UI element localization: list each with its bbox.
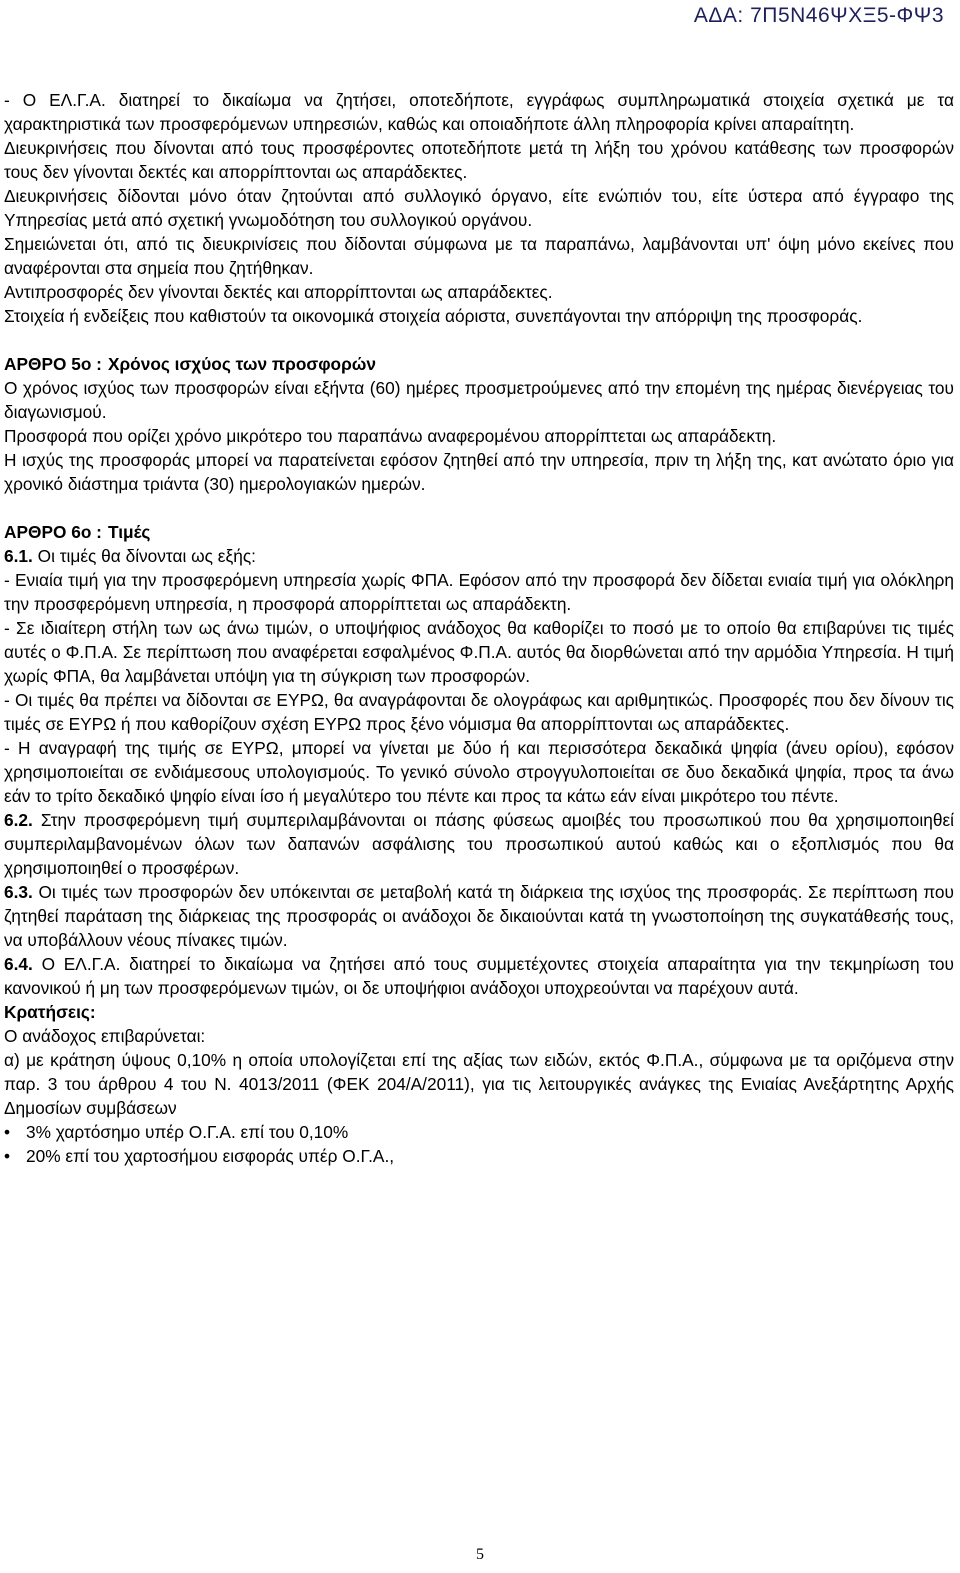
paragraph: Ο χρόνος ισχύος των προσφορών είναι εξήντα (60) ημέρες προσμετρούμενες από την επομένη της ημέρας διενέργειας του διαγωνισμού.: [4, 378, 954, 422]
article5-label: ΑΡΘΡΟ 5ο :: [4, 354, 102, 374]
section-number: 6.1.: [4, 546, 33, 566]
bullet-icon: •: [4, 1122, 11, 1142]
section-number: 6.4.: [4, 954, 33, 974]
bullet-item: [4, 1120, 954, 1144]
withholding-intro: Ο ανάδοχος επιβαρύνεται:: [4, 1026, 206, 1046]
section-text: Οι τιμές των προσφορών δεν υπόκεινται σε μεταβολή κατά τη διάρκεια της ισχύος της προσφοράς. Σε περίπτωση που ζητηθεί παράταση της διάρκειας της προσφοράς οι ανάδοχοι δε δικαιούνται κατά τη γνωστοποίηση της συγκατάθεσής τους, να υποβάλλουν νέους πίνακες τιμών.: [4, 882, 954, 950]
paragraph: - Ο ΕΛ.Γ.Α. διατηρεί το δικαίωμα να ζητήσει, οποτεδήποτε, εγγράφως συμπληρωματικά στοιχεία σχετικά με τα χαρακτηριστικά των προσφερόμενων υπηρεσιών, καθώς και οποιαδήποτε άλλη πληροφορία κρίνει απαραίτητη.: [4, 90, 954, 134]
article5-heading: [4, 352, 954, 376]
section-text: Στην προσφερόμενη τιμή συμπεριλαμβάνονται οι πάσης φύσεως αμοιβές του προσωπικού που θα χρησιμοποιηθεί συμπεριλαμβανομένων όλων των δαπανών ασφάλισης του προσωπικού αυτού καθώς και ο εξοπλισμός που θα χρησιμοποιηθεί ο προσφέρων.: [4, 810, 954, 878]
paragraph: Αντιπροσφορές δεν γίνονται δεκτές και απορρίπτονται ως απαράδεκτες.: [4, 282, 553, 302]
bullet-text: 20% επί του χαρτοσήμου εισφοράς υπέρ Ο.Γ.Α.,: [26, 1146, 395, 1166]
article6-heading: [4, 520, 954, 544]
bullet-icon: •: [4, 1146, 11, 1166]
list-item: - Ενιαία τιμή για την προσφερόμενη υπηρεσία χωρίς ΦΠΑ. Εφόσον από την προσφορά δεν δίδεται ενιαία τιμή για ολόκληρη την προσφερόμενη υπηρεσία, η προσφορά απορρίπτεται ως απαράδεκτη.: [4, 570, 954, 614]
section-6-1: [4, 544, 954, 568]
list-item: - Σε ιδιαίτερη στήλη των ως άνω τιμών, ο υποψήφιος ανάδοχος θα καθορίζει το ποσό με το οποίο θα επιβαρύνει τις τιμές αυτές ο Φ.Π.Α. Σε περίπτωση που αναφέρεται εσφαλμένος Φ.Π.Α. αυτός θα διορθώνεται από την αρμόδια Υπηρεσία. Η τιμή χωρίς ΦΠΑ, θα λαμβάνεται υπόψη για τη σύγκριση των προσφορών.: [4, 618, 954, 686]
paragraph: Διευκρινήσεις που δίνονται από τους προσφέροντες οποτεδήποτε μετά τη λήξη του χρόνου κατάθεσης των προσφορών τους δεν γίνονται δεκτές και απορρίπτονται ως απαράδεκτες.: [4, 138, 954, 182]
bullet-text: 3% χαρτόσημο υπέρ Ο.Γ.Α. επί του 0,10%: [26, 1122, 349, 1142]
section-text: Ο ΕΛ.Γ.Α. διατηρεί το δικαίωμα να ζητήσει από τους συμμετέχοντες στοιχεία απαραίτητα για την τεκμηρίωση του κανονικού ή μη των προσφερόμενων τιμών, οι δε υποψήφιοι ανάδοχοι υποχρεούνται να παρέχουν αυτά.: [4, 954, 954, 998]
list-item: - Οι τιμές θα πρέπει να δίδονται σε ΕΥΡΩ, θα αναγράφονται δε ολογράφως και αριθμητικώς. Προσφορές που δεν δίνουν τις τιμές σε ΕΥΡΩ ή που καθορίζουν σχέση ΕΥΡΩ προς ξένο νόμισμα θα απορρίπτονται ως απαράδεκτες.: [4, 690, 954, 734]
article6-title: Τιμές: [107, 522, 151, 542]
section-number: 6.2.: [4, 810, 33, 830]
article5-title: Χρόνος ισχύος των προσφορών: [107, 354, 377, 374]
section-6-4: [4, 952, 954, 1000]
section-6-2: [4, 808, 954, 880]
paragraph: Προσφορά που ορίζει χρόνο μικρότερο του παραπάνω αναφερομένου απορρίπτεται ως απαράδεκτη.: [4, 426, 777, 446]
ada-code: ΑΔΑ: 7Π5Ν46ΨΧΞ5-ΦΨ3: [693, 4, 944, 27]
page-number: 5: [476, 1546, 484, 1563]
paragraph: Διευκρινήσεις δίδονται μόνο όταν ζητούνται από συλλογικό όργανο, είτε ενώπιόν του, είτε ύστερα από έγγραφο της Υπηρεσίας μετά από σχετική γνωμοδότηση του συλλογικού οργάνου.: [4, 186, 954, 230]
list-item: - Η αναγραφή της τιμής σε ΕΥΡΩ, μπορεί να γίνεται με δύο ή και περισσότερα δεκαδικά ψηφία (άνευ ορίου), εφόσον χρησιμοποιείται σε ενδιάμεσους υπολογισμούς. Το γενικό σύνολο στρογγυλοποιείται σε δυο δεκαδικά ψηφία, προς τα άνω εάν το τρίτο δεκαδικό ψηφίο είναι ίσο ή μεγαλύτερο του πέντε και προς τα κάτω εάν είναι μικρότερο του πέντε.: [4, 738, 954, 806]
document-body: [4, 88, 954, 1168]
article6-label: ΑΡΘΡΟ 6ο :: [4, 522, 102, 542]
section-text: Οι τιμές θα δίνονται ως εξής:: [37, 546, 256, 566]
section-number: 6.3.: [4, 882, 33, 902]
withholding-heading: Κρατήσεις:: [4, 1002, 96, 1022]
paragraph: Σημειώνεται ότι, από τις διευκρινίσεις που δίδονται σύμφωνα με τα παραπάνω, λαμβάνονται υπ' όψη μόνο εκείνες που αναφέρονται στα σημεία που ζητήθηκαν.: [4, 234, 954, 278]
paragraph: Στοιχεία ή ενδείξεις που καθιστούν τα οικονομικά στοιχεία αόριστα, συνεπάγονται την απόρριψη της προσφοράς.: [4, 306, 863, 326]
section-6-3: [4, 880, 954, 952]
bullet-item: [4, 1144, 954, 1168]
withholding-a: α) με κράτηση ύψους 0,10% η οποία υπολογίζεται επί της αξίας των ειδών, εκτός Φ.Π.Α., σύμφωνα με τα οριζόμενα στην παρ. 3 του άρθρου 4 του Ν. 4013/2011 (ΦΕΚ 204/Α/2011), για τις λειτουργικές ανάγκες της Ενιαίας Ανεξάρτητης Αρχής Δημοσίων συμβάσεων: [4, 1050, 954, 1118]
paragraph: Η ισχύς της προσφοράς μπορεί να παρατείνεται εφόσον ζητηθεί από την υπηρεσία, πριν τη λήξη της, κατ ανώτατο όριο για χρονικό διάστημα τριάντα (30) ημερολογιακών ημερών.: [4, 450, 954, 494]
